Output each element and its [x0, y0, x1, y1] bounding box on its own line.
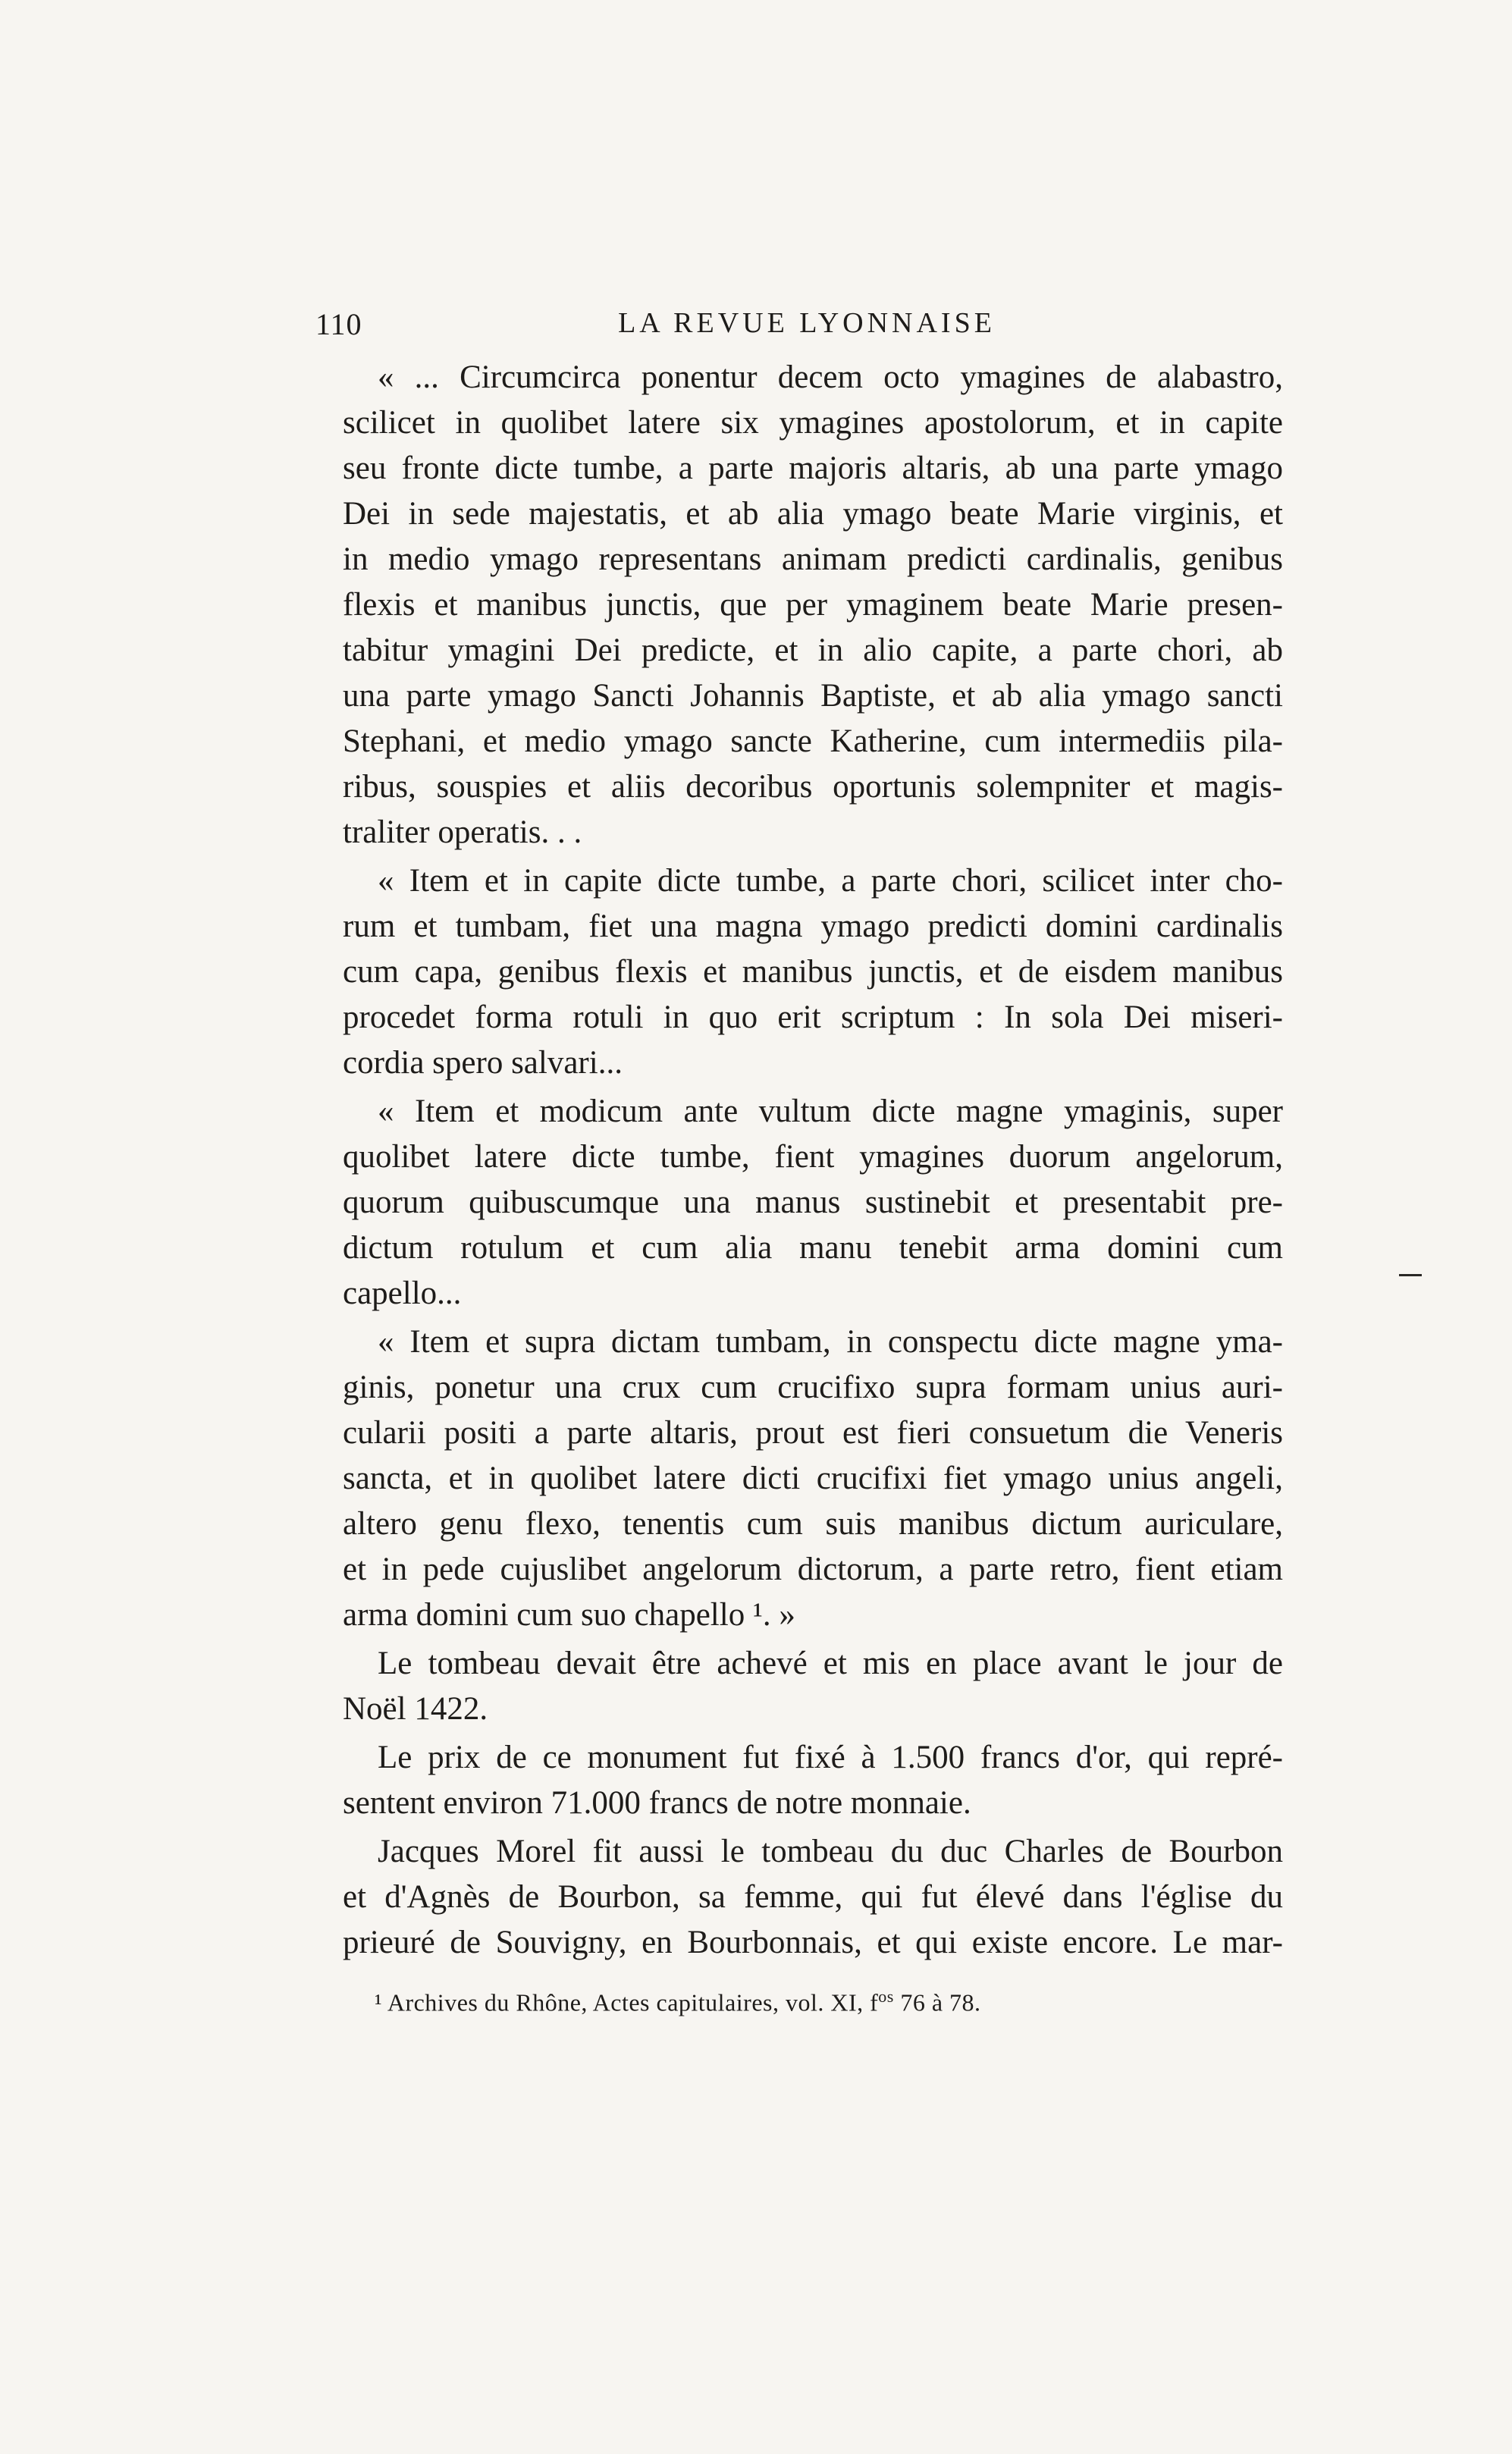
text-line: in medio ymago representans animam predicti cardinalis, genibus — [343, 541, 1283, 577]
text-line: seu fronte dicte tumbe, a parte majoris altaris, ab una parte ymago — [343, 450, 1283, 486]
body-text — [343, 355, 1283, 1966]
text-line: Jacques Morel fit aussi le tombeau du duc Charles de Bourbon — [378, 1834, 1283, 1869]
text-line: Noël 1422. — [343, 1691, 488, 1727]
text-line: et d'Agnès de Bourbon, sa femme, qui fut élevé dans l'église du — [343, 1879, 1283, 1915]
text-line: capello... — [343, 1276, 462, 1311]
text-line: ribus, souspies et aliis decoribus oportunis solempniter et magis- — [343, 769, 1283, 805]
text-line: « Item et modicum ante vultum dicte magne ymaginis, super — [378, 1094, 1283, 1129]
text-line: procedet forma rotuli in quo erit scriptum : In sola Dei miseri- — [343, 999, 1283, 1035]
margin-mark — [1399, 1274, 1422, 1276]
text-line: arma domini cum suo chapello ¹. » — [343, 1597, 795, 1633]
text-line: tabitur ymagini Dei predicte, et in alio capite, a parte chori, ab — [343, 632, 1283, 668]
text-line: Stephani, et medio ymago sancte Katherine, cum intermediis pila- — [343, 723, 1283, 759]
text-line: Dei in sede majestatis, et ab alia ymago beate Marie virginis, et — [343, 496, 1283, 532]
footnote-text: Archives du Rhône, Actes capitulaires, vol. XI, f — [382, 1988, 879, 2016]
page-number: 110 — [315, 307, 362, 341]
text-line: una parte ymago Sancti Johannis Baptiste, et ab alia ymago sancti — [343, 678, 1283, 714]
text-line: Le prix de ce monument fut fixé à 1.500 francs d'or, qui repré- — [378, 1740, 1283, 1775]
text-line: altero genu flexo, tenentis cum suis manibus dictum auriculare, — [343, 1506, 1283, 1542]
text-line: dictum rotulum et cum alia manu tenebit arma domini cum — [343, 1230, 1283, 1266]
text-line: flexis et manibus junctis, que per ymaginem beate Marie presen- — [343, 587, 1283, 623]
text-line: quolibet latere dicte tumbe, fient ymagines duorum angelorum, — [343, 1139, 1283, 1175]
footnote-tail: 76 à 78. — [893, 1988, 981, 2016]
running-title: LA REVUE LYONNAISE — [618, 307, 996, 339]
text-line: prieuré de Souvigny, en Bourbonnais, et qui existe encore. Le mar- — [343, 1925, 1283, 1960]
text-line: « Item et in capite dicte tumbe, a parte chori, scilicet inter cho- — [378, 863, 1283, 899]
text-line: ginis, ponetur una crux cum crucifixo supra formam unius auri- — [343, 1370, 1283, 1405]
text-line: traliter operatis. . . — [343, 814, 582, 850]
text-line: Le tombeau devait être achevé et mis en place avant le jour de — [378, 1646, 1283, 1681]
text-line: « ... Circumcirca ponentur decem octo ymagines de alabastro, — [378, 359, 1283, 395]
text-line: « Item et supra dictam tumbam, in conspectu dicte magne yma- — [378, 1324, 1283, 1360]
footnote — [375, 1987, 981, 2017]
text-line: cularii positi a parte altaris, prout est fieri consuetum die Veneris — [343, 1415, 1283, 1451]
text-line: cum capa, genibus flexis et manibus junctis, et de eisdem manibus — [343, 954, 1283, 990]
text-line: quorum quibuscumque una manus sustinebit et presentabit pre- — [343, 1185, 1283, 1220]
text-line: cordia spero salvari... — [343, 1045, 623, 1081]
running-header — [315, 306, 1298, 352]
footnote-marker: ¹ — [375, 1988, 383, 2016]
text-line: rum et tumbam, fiet una magna ymago predicti domini cardinalis — [343, 908, 1283, 944]
footnote-superscript: os — [878, 1987, 894, 2006]
text-line: scilicet in quolibet latere six ymagines apostolorum, et in capite — [343, 405, 1283, 441]
text-line: et in pede cujuslibet angelorum dictorum, a parte retro, fient etiam — [343, 1552, 1283, 1587]
text-line: sentent environ 71.000 francs de notre monnaie. — [343, 1785, 971, 1821]
text-line: sancta, et in quolibet latere dicti crucifixi fiet ymago unius angeli, — [343, 1461, 1283, 1496]
